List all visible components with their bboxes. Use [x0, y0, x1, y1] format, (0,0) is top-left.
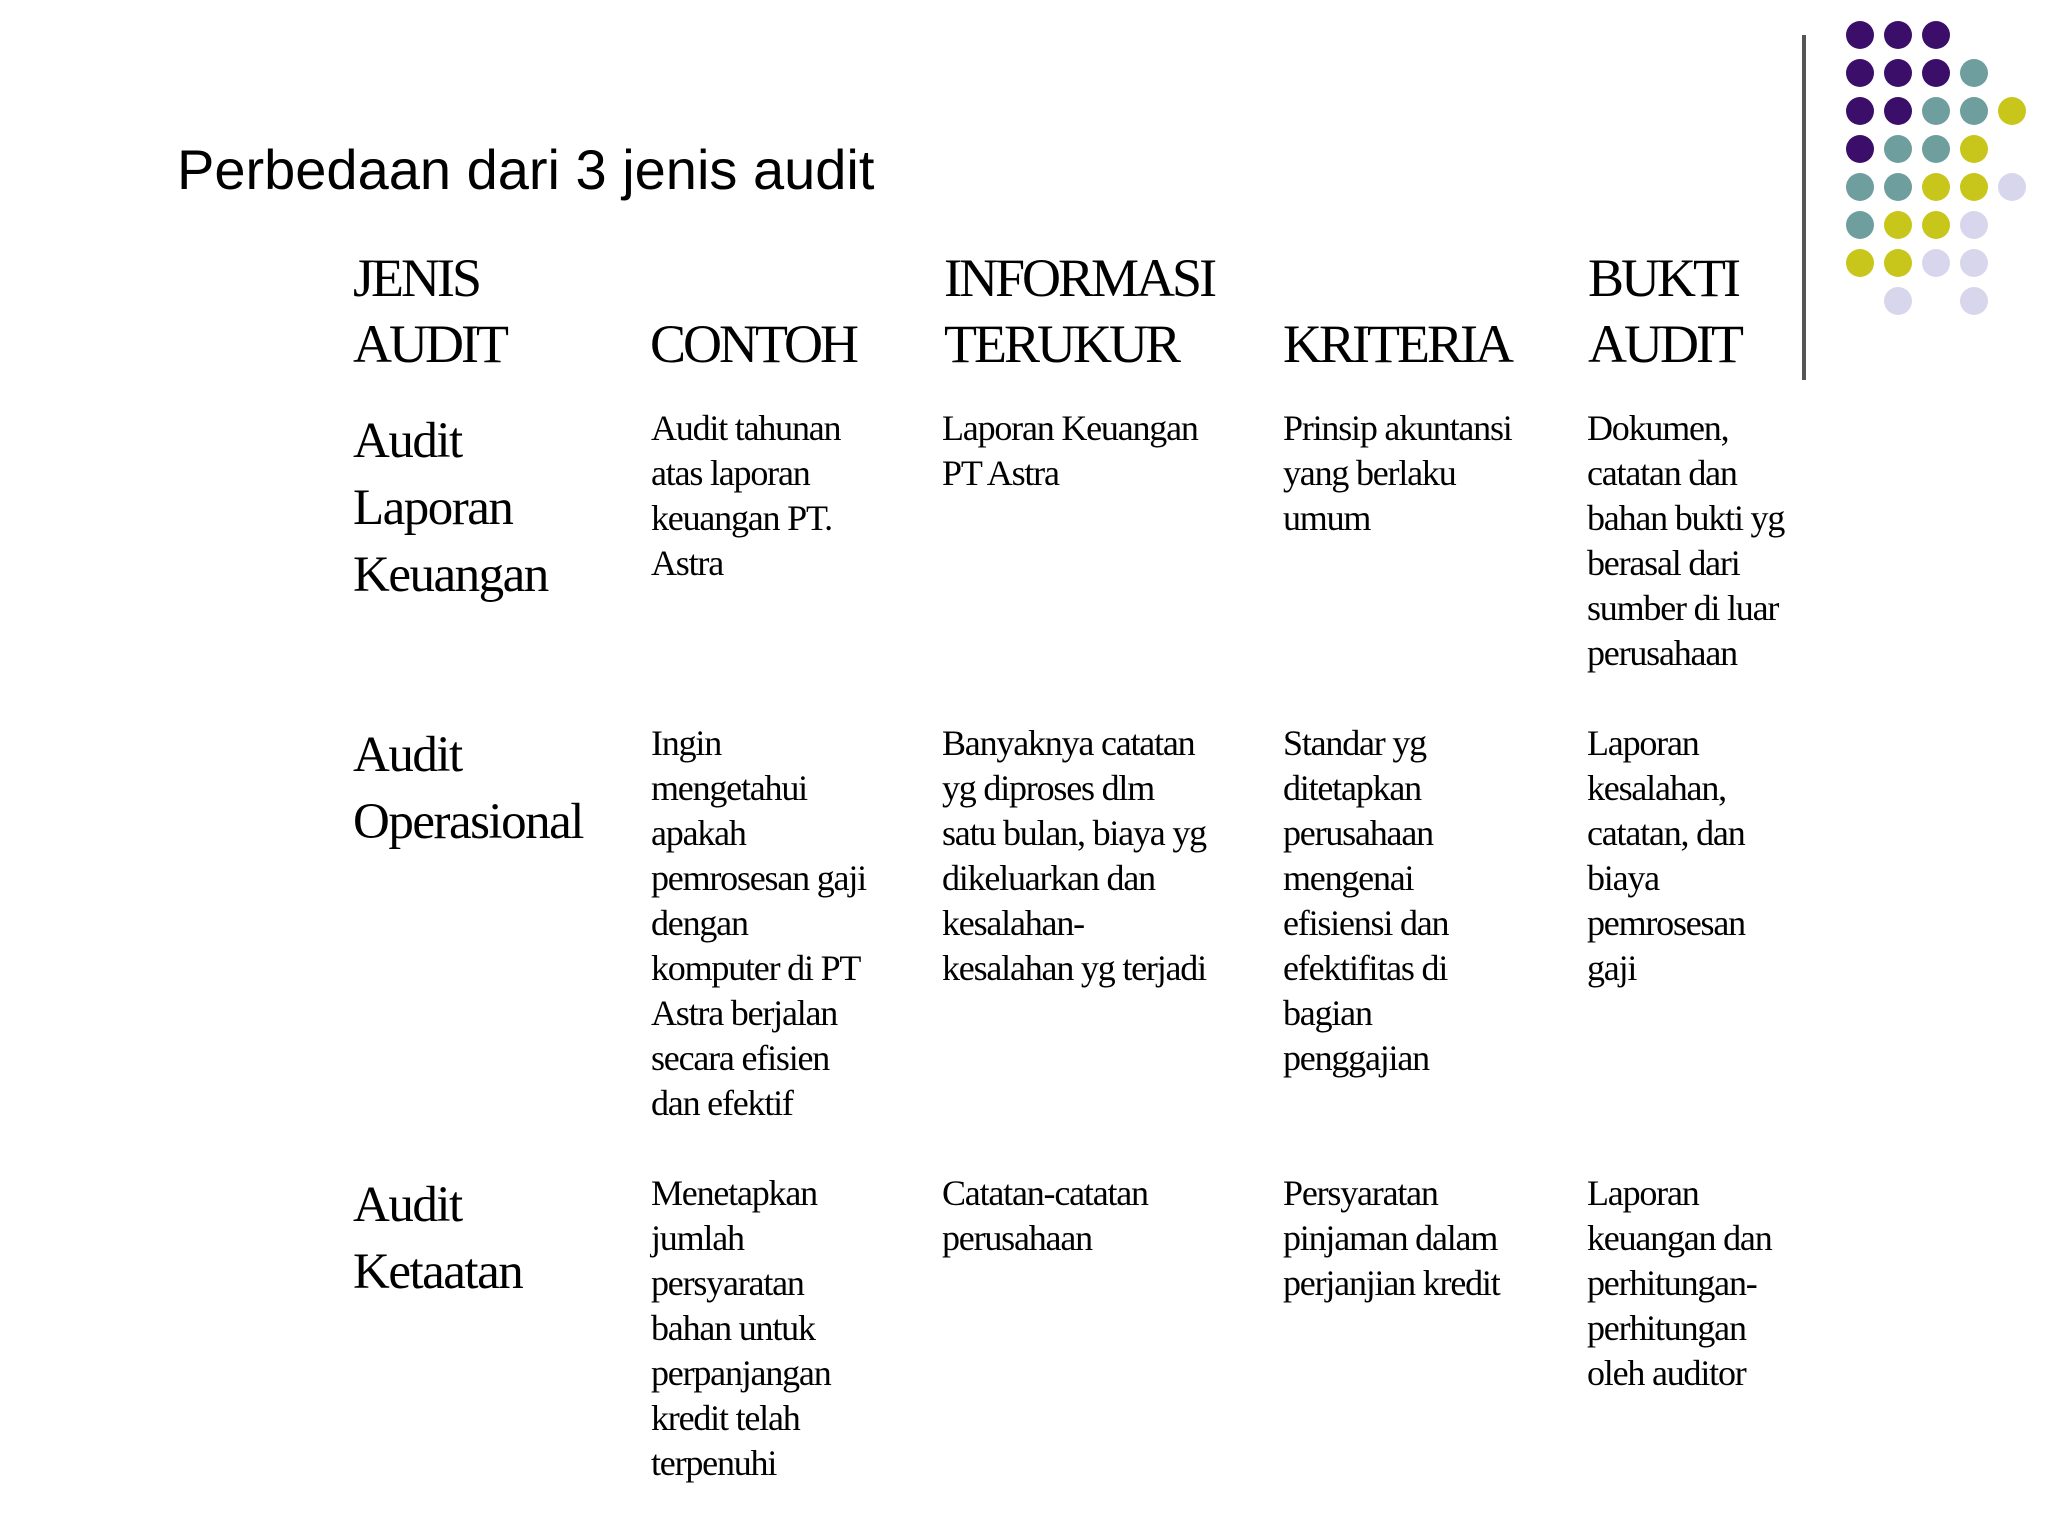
decorative-dot [1922, 21, 1950, 49]
decorative-dot [1846, 59, 1874, 87]
decorative-dot [1884, 97, 1912, 125]
slide-title: Perbedaan dari 3 jenis audit [177, 138, 875, 201]
decorative-dot [1884, 249, 1912, 277]
row-audit-laporan-keuangan: Audit Laporan Keuangan [353, 413, 548, 603]
decorative-dot [1998, 97, 2026, 125]
row-audit-operasional: Audit Operasional [353, 727, 583, 850]
decorative-dot [1846, 135, 1874, 163]
decorative-dot [1846, 21, 1874, 49]
decorative-dot [1960, 97, 1988, 125]
decorative-dot [1922, 97, 1950, 125]
cell-informasi-ketaatan: Catatan-catatan perusahaan [942, 1173, 1148, 1258]
decorative-dot [1960, 287, 1988, 315]
cell-bukti-ketaatan: Laporan keuangan dan perhitungan- perhitungan oleh auditor [1587, 1173, 1772, 1393]
decorative-dot [1846, 97, 1874, 125]
cell-contoh-ketaatan: Menetapkan jumlah persyaratan bahan untuk perpanjangan kredit telah terpenuhi [651, 1173, 831, 1483]
header-contoh: CONTOH [650, 314, 857, 374]
decorative-dot [1884, 59, 1912, 87]
decorative-dot [1884, 135, 1912, 163]
decorative-dot [1960, 249, 1988, 277]
decorative-dot [1960, 59, 1988, 87]
cell-informasi-operasional: Banyaknya catatan yg diproses dlm satu bulan, biaya yg dikeluarkan dan kesalahan- kesalahan yg terjadi [942, 723, 1206, 988]
decorative-dot [1922, 59, 1950, 87]
decorative-dot [1846, 211, 1874, 239]
decorative-dot [1922, 249, 1950, 277]
header-jenis-audit: JENIS AUDIT [353, 248, 506, 374]
cell-kriteria-operasional: Standar yg ditetapkan perusahaan mengenai efisiensi dan efektifitas di bagian penggajian [1283, 723, 1449, 1078]
decorative-dot [1922, 135, 1950, 163]
cell-informasi-laporan-keuangan: Laporan Keuangan PT Astra [942, 408, 1198, 493]
cell-bukti-operasional: Laporan kesalahan, catatan, dan biaya pemrosesan gaji [1587, 723, 1745, 988]
row-audit-ketaatan: Audit Ketaatan [353, 1177, 523, 1300]
cell-kriteria-laporan-keuangan: Prinsip akuntansi yang berlaku umum [1283, 408, 1512, 538]
decorative-dot [1884, 173, 1912, 201]
cell-contoh-operasional: Ingin mengetahui apakah pemrosesan gaji dengan komputer di PT Astra berjalan secara efisien dan efektif [651, 723, 866, 1123]
decorative-dot [1922, 173, 1950, 201]
decorative-dot [1846, 173, 1874, 201]
decorative-dot [1884, 21, 1912, 49]
vertical-divider [1802, 35, 1806, 380]
cell-contoh-laporan-keuangan: Audit tahunan atas laporan keuangan PT. Astra [651, 408, 841, 583]
decorative-dot [1922, 211, 1950, 239]
decorative-dot [1884, 211, 1912, 239]
decorative-dot [1960, 135, 1988, 163]
decorative-dot [1884, 287, 1912, 315]
decorative-dot [1960, 211, 1988, 239]
header-kriteria: KRITERIA [1283, 314, 1511, 374]
cell-kriteria-ketaatan: Persyaratan pinjaman dalam perjanjian kredit [1283, 1173, 1500, 1303]
decorative-dot [1998, 173, 2026, 201]
cell-bukti-laporan-keuangan: Dokumen, catatan dan bahan bukti yg berasal dari sumber di luar perusahaan [1587, 408, 1785, 673]
decorative-dot [1960, 173, 1988, 201]
header-informasi-terukur: INFORMASI TERUKUR [944, 248, 1215, 374]
decorative-dot [1846, 249, 1874, 277]
header-bukti-audit: BUKTI AUDIT [1588, 248, 1741, 374]
